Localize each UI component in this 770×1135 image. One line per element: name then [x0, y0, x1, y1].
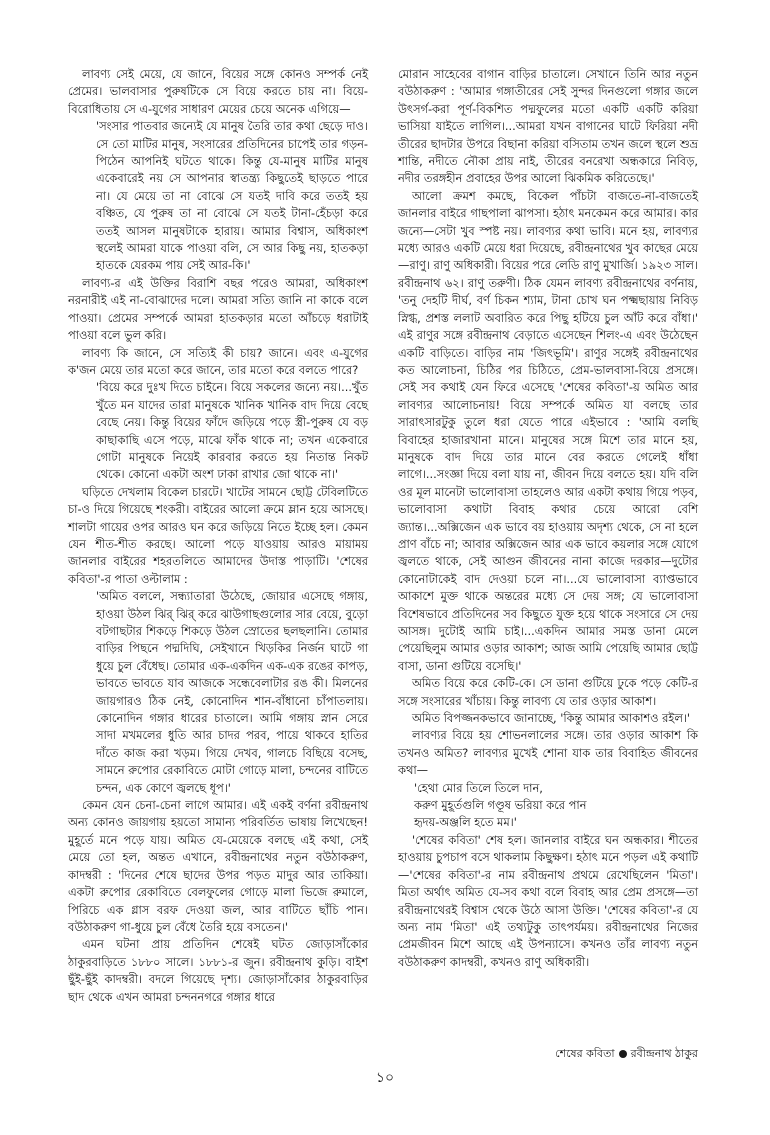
page-number: ১০ — [375, 1070, 395, 1086]
block-quote: 'সংসার পাতবার জন্যেই যে মানুষ তৈরি তার কথা ছেড়ে দাও। সে তো মাটির মানুষ, সংসারের প্রতিদিনের চাপেই তার গড়ন-পিঠেন আপনিই ঘটতে থাকে। কিন্তু যে-মানুষ মাটির মানুষ একেবারেই নয় সে আপনার স্বাতন্ত্র্য কিছুতেই ছাড়তে পারে না। যে মেয়ে তা না বোঝে সে যতই দাবি করে ততই হয় বঞ্চিত, যে পুরুষ তা না বোঝে সে যতই টানা-হেঁচড়া করে ততই আসল মানুষটাকে হারায়। আমার বিশ্বাস, অধিকাংশ স্থলেই আমরা যাকে পাওয়া বলি, সে আর কিছু নয়, হাতকড়া হাতকে যেরকম পায় সেই আর-কি।' — [96, 119, 368, 273]
book-title: শেষের কবিতা — [555, 1047, 615, 1060]
block-quote: 'অমিত বললে, সন্ধ্যাতারা উঠেছে, জোয়ার এসেছে গঙ্গায়, হাওয়া উঠল ঝির্ ঝির্ করে ঝাউগাছগুলোর সার বেয়ে, বুড়ো বটগাছটার শিকড়ে শিকড়ে উঠল স্রোতের ছলছলানি। তোমার বাড়ির পিছনে পদ্মদিঘি, সেইখানে খিড়কির নির্জন ঘাটে গা ধুয়ে চুল বেঁধেছ। তোমার এক-একদিন এক-এক রঙের কাপড়, ভাবতে ভাবতে যাব আজকে সন্ধেবেলাটার রঙ কী। মিলনের জায়গারও ঠিক নেই, কোনোদিন শান-বাঁধানো চাঁপাতলায়। কোনোদিন গঙ্গার ধারের চাতালে। আমি গঙ্গায় স্নান সেরে সাদা মখমলের ধুতি আর চাদর পরব, পায়ে থাকবে হাতির দাঁতে কাজ করা খড়ম। গিয়ে দেখব, গালচে বিছিয়ে বসেছ, সামনে রুপোর রেকাবিতে মোটা গোড়ে মালা, চন্দনের বাটিতে চন্দন, এক কোণে জ্বলছে ধূপ।' — [96, 589, 368, 795]
right-column — [398, 66, 698, 971]
verse-line: হৃদয়-অঞ্জলি হতে মম।' — [414, 815, 517, 830]
verse-line: করুণ মুহূর্তগুলি গণ্ডূষ ভরিয়া করে পান — [414, 798, 587, 813]
paragraph: অমিত বিপজ্জনকভাবে জানাচ্ছে, 'কিন্তু আমার আকাশও রইল।' — [412, 711, 691, 726]
paragraph-continued: মোরান সাহেবের বাগান বাড়ির চাতালে। সেখানে তিনি আর নতুন বউঠাকরুণ : 'আমার গঙ্গাতীরের সেই সুন্দর দিনগুলো গঙ্গার জলে উৎসর্গ-করা পূর্ণ-বিকশিত পদ্মফুলের মতো একটি একটি করিয়া ভাসিয়া যাইতে লাগিল।...আমরা যখন বাগানের ঘাটে ফিরিয়া নদী তীরের ছাদটার উপরে বিছানা করিয়া বসিতাম তখন জলে স্থলে শুভ্র শান্তি, নদীতে নৌকা প্রায় নাই, তীরের বনরেখা অন্ধকারে নিবিড়, নদীর তরঙ্গহীন প্রবাহের উপর আলো ঝিকমিক করিতেছে।' — [398, 67, 698, 186]
paragraph: লাবণ্য-র এই উক্তির বিরাশি বছর পরেও আমরা, অধিকাংশ নরনারীই এই না-বোঝাদের দলে। আমরা সত্যি জানি না কাকে বলে পাওয়া। প্রেমের সম্পর্কে আমরা হাতকড়ার মতো আঁচড়ে ধরাটাই পাওয়া বলে ভুল করি। — [68, 275, 368, 343]
book-credit — [398, 1046, 698, 1062]
author-name: রবীন্দ্রনাথ ঠাকুর — [630, 1047, 698, 1060]
verse-line: 'হেথা মোর তিলে তিলে দান, — [414, 780, 543, 795]
bullet-dot-icon — [619, 1050, 627, 1058]
paragraph: অমিত বিয়ে করে কেটি-কে। সে ডানা গুটিয়ে ঢুকে পড়ে কেটি-র সঙ্গে সংসারের খাঁচায়। কিন্তু লাবণ্য যে তার ওড়ার আকাশ। — [398, 676, 698, 708]
paragraph: আলো ক্রমশ কমছে, বিকেল পাঁচটা বাজতে-না-বাজতেই জানলার বাইরে গাছপালা ঝাপসা। হঠাৎ মনকেমন করে আমার। কার জন্যে—সেটা খুব স্পষ্ট নয়। লাবণ্যর কথা ভাবি। মনে হয়, লাবণ্যর মধ্যে আরও একটি মেয়ে ধরা দিয়েছে, রবীন্দ্রনাথের খুব কাছের মেয়ে—রাণু। রাণু অধিকারী। বিয়ের পরে লেডি রাণু মুখার্জি। ১৯২৩ সাল। রবীন্দ্রনাথ ৬২। রাণু তরুণী। ঠিক যেমন লাবণ্য রবীন্দ্রনাথের বর্ণনায়, 'তনু দেহটি দীর্ঘ, বর্ণ চিকন শ্যাম, টানা চোখ ঘন পক্ষ্মছায়ায় নিবিড় স্নিগ্ধ, প্রশস্ত ললাট অবারিত করে পিছু হটিয়ে চুল আঁট করে বাঁধা।' এই রাণুর সঙ্গে রবীন্দ্রনাথ বেড়াতে এসেছেন শিলং-এ এবং উঠেছেন একটি বাড়িতে। বাড়ির নাম 'জিৎভূমি'। রাণুর সঙ্গেই রবীন্দ্রনাথের কত আলোচনা, চিঠির পর চিঠিতে, প্রেম-ভালবাসা-বিয়ে প্রসঙ্গে। সেই সব কথাই যেন ফিরে এসেছে 'শেষের কবিতা'-য় অমিত আর লাবণ্যর আলোচনায়! বিয়ে সম্পর্কে অমিত যা বলছে তার সারাৎসারটুকু তুলে ধরা যেতে পারে এইভাবে : 'আমি বলছি বিবাহের হাজারখানা মানে। মানুষের সঙ্গে মিশে তার মানে হয়, মানুষকে বাদ দিয়ে তার মানে বের করতে গেলেই ধাঁধা লাগে।...সংজ্ঞা দিয়ে বলা যায় না, জীবন দিয়ে বলতে হয়। যদি বলি ওর মূল মানেটা ভালোবাসা তাহলেও আর একটা কথায় গিয়ে পড়ব, ভালোবাসা কথাটা বিবাহ কথার চেয়ে আরো বেশি জ্যান্ত।...অক্সিজেন এক ভাবে বয় হাওয়ায় অদৃশ্য থেকে, সে না হলে প্রাণ বাঁচে না; আবার অক্সিজেন আর এক ভাবে কয়লার সঙ্গে যোগে জ্বলতে থাকে, সেই আগুন জীবনের নানা কাজে দরকার—দুটোর কোনোটাকেই বাদ দেওয়া চলে না।...যে ভালোবাসা ব্যাপ্তভাবে আকাশে মুক্ত থাকে অন্তরের মধ্যে সে দেয় সঙ্গ; যে ভালোবাসা বিশেষভাবে প্রতিদিনের সব কিছুতে যুক্ত হয়ে থাকে সংসারে সে দেয় আসঙ্গ। দুটোই আমি চাই।...একদিন আমার সমস্ত ডানা মেলে পেয়েছিলুম আমার ওড়ার আকাশ; আজ আমি পেয়েছি আমার ছোট্ট বাসা, ডানা গুটিয়ে বসেছি।' — [398, 188, 698, 673]
paragraph: 'শেষের কবিতা' শেষ হল। জানলার বাইরে ঘন অন্ধকার। শীতের হাওয়ায় চুপচাপ বসে থাকলাম কিছুক্ষণ। হঠাৎ মনে পড়ল এই কথাটি—'শেষের কবিতা'-র নাম রবীন্দ্রনাথ প্রথমে রেখেছিলেন 'মিতা'। মিতা অর্থাৎ অমিত যে-সব কথা বলে বিবাহ আর প্রেম প্রসঙ্গে—তা রবীন্দ্রনাথেরই বিশ্বাস থেকে উঠে আসা উক্তি। 'শেষের কবিতা'-র যে অন্য নাম 'মিতা' এই তথ্যটুকু তাৎপর্যময়। রবীন্দ্রনাথের নিজের প্রেমজীবন মিশে আছে এই উপন্যাসে। কখনও তাঁর লাবণ্য নতুন বউঠাকরুণ কাদম্বরী, কখনও রাণু অধিকারী। — [398, 832, 698, 969]
block-quote: 'বিয়ে করে দুঃখ দিতে চাইনে। বিয়ে সকলের জন্যে নয়।...খুঁত খুঁতে মন যাদের তারা মানুষকে খানিক খানিক বাদ দিয়ে বেছে বেছে নেয়। কিন্তু বিয়ের ফাঁদে জড়িয়ে পড়ে স্ত্রী-পুরুষ যে বড় কাছাকাছি এসে পড়ে, মাঝে ফাঁক থাকে না; তখন একেবারে গোটা মানুষকে নিয়েই কারবার করতে হয় নিতান্ত নিকট থেকে। কোনো একটা অংশ ঢাকা রাখার জো থাকে না।' — [96, 380, 368, 482]
paragraph: এমন ঘটনা প্রায় প্রতিদিন শেষেই ঘটত জোড়াসাঁকোর ঠাকুরবাড়িতে ১৮৮০ সালে। ১৮৮১-র জুন। রবীন্দ্রনাথ কুড়ি। বাইশ ছুঁই-ছুঁই কাদম্বরী। বদলে গিয়েছে দৃশ্য। জোড়াসাঁকোর ঠাকুরবাড়ির ছাদ থেকে এখন আমরা চন্দননগরে গঙ্গার ধারে — [68, 937, 368, 1004]
paragraph: লাবণ্য কি জানে, সে সত্যিই কী চায়? জানে। এবং এ-যুগের ক'জন মেয়ে তার মতো করে জানে, তার মতো করে বলতে পারে? — [68, 345, 368, 377]
paragraph: লাবণ্য সেই মেয়ে, যে জানে, বিয়ের সঙ্গে কোনও সম্পর্ক নেই প্রেমের। ভালবাসার পুরুষটিকে সে বিয়ে করতে চায় না। বিয়ে-বিরোধিতায় সে এ-যুগের সাধারণ মেয়ের চেয়ে অনেক এগিয়ে— — [68, 67, 368, 116]
paragraph: লাবণ্যর বিয়ে হয় শোভনলালের সঙ্গে। তার ওড়ার আকাশ কি তখনও অমিত? লাবণ্যর মুখেই শোনা যাক তার বিবাহিত জীবনের কথা— — [398, 728, 698, 778]
paragraph: কেমন যেন চেনা-চেনা লাগে আমার। এই একই বর্ণনা রবীন্দ্রনাথ অন্য কোনও জায়গায় হয়তো সামান্য পরিবর্তিত ভাষায় লিখেছেন! মুহূর্তে মনে পড়ে যায়। অমিত যে-মেয়েকে বলছে এই কথা, সেই মেয়ে তো হল, অন্তত এখানে, রবীন্দ্রনাথের নতুন বউঠাকরুণ, কাদম্বরী : 'দিনের শেষে ছাদের উপর পড়ত মাদুর আর তাকিয়া। একটা রুপোর রেকাবিতে বেলফুলের গোড়ে মালা ভিজে রুমালে, পিরিচে এক গ্লাস বরফ দেওয়া জল, আর বাটিতে ছাঁচি পান। বউঠাকরুণ গা-ধুয়ে চুল বেঁধে তৈরি হয়ে বসতেন।' — [68, 798, 368, 934]
paragraph: ঘড়িতে দেখলাম বিকেল চারটে। খাটের সামনে ছোট্ট টেবিলটিতে চা-ও দিয়ে গিয়েছে শংকরী। বাইরের আলো ক্রমে ম্লান হয়ে আসছে। শালটা গায়ের ওপর আরও ঘন করে জড়িয়ে নিতে ইচ্ছে হল। কেমন যেন শীত-শীত করছে। আলো পড়ে যাওয়ায় আরও মায়াময় জানলার বাইরের শহরতলিতে আমাদের উদাস্ত পাড়াটি। 'শেষের কবিতা'-র পাতা ওল্টালাম : — [68, 484, 368, 586]
left-column — [68, 66, 368, 1006]
